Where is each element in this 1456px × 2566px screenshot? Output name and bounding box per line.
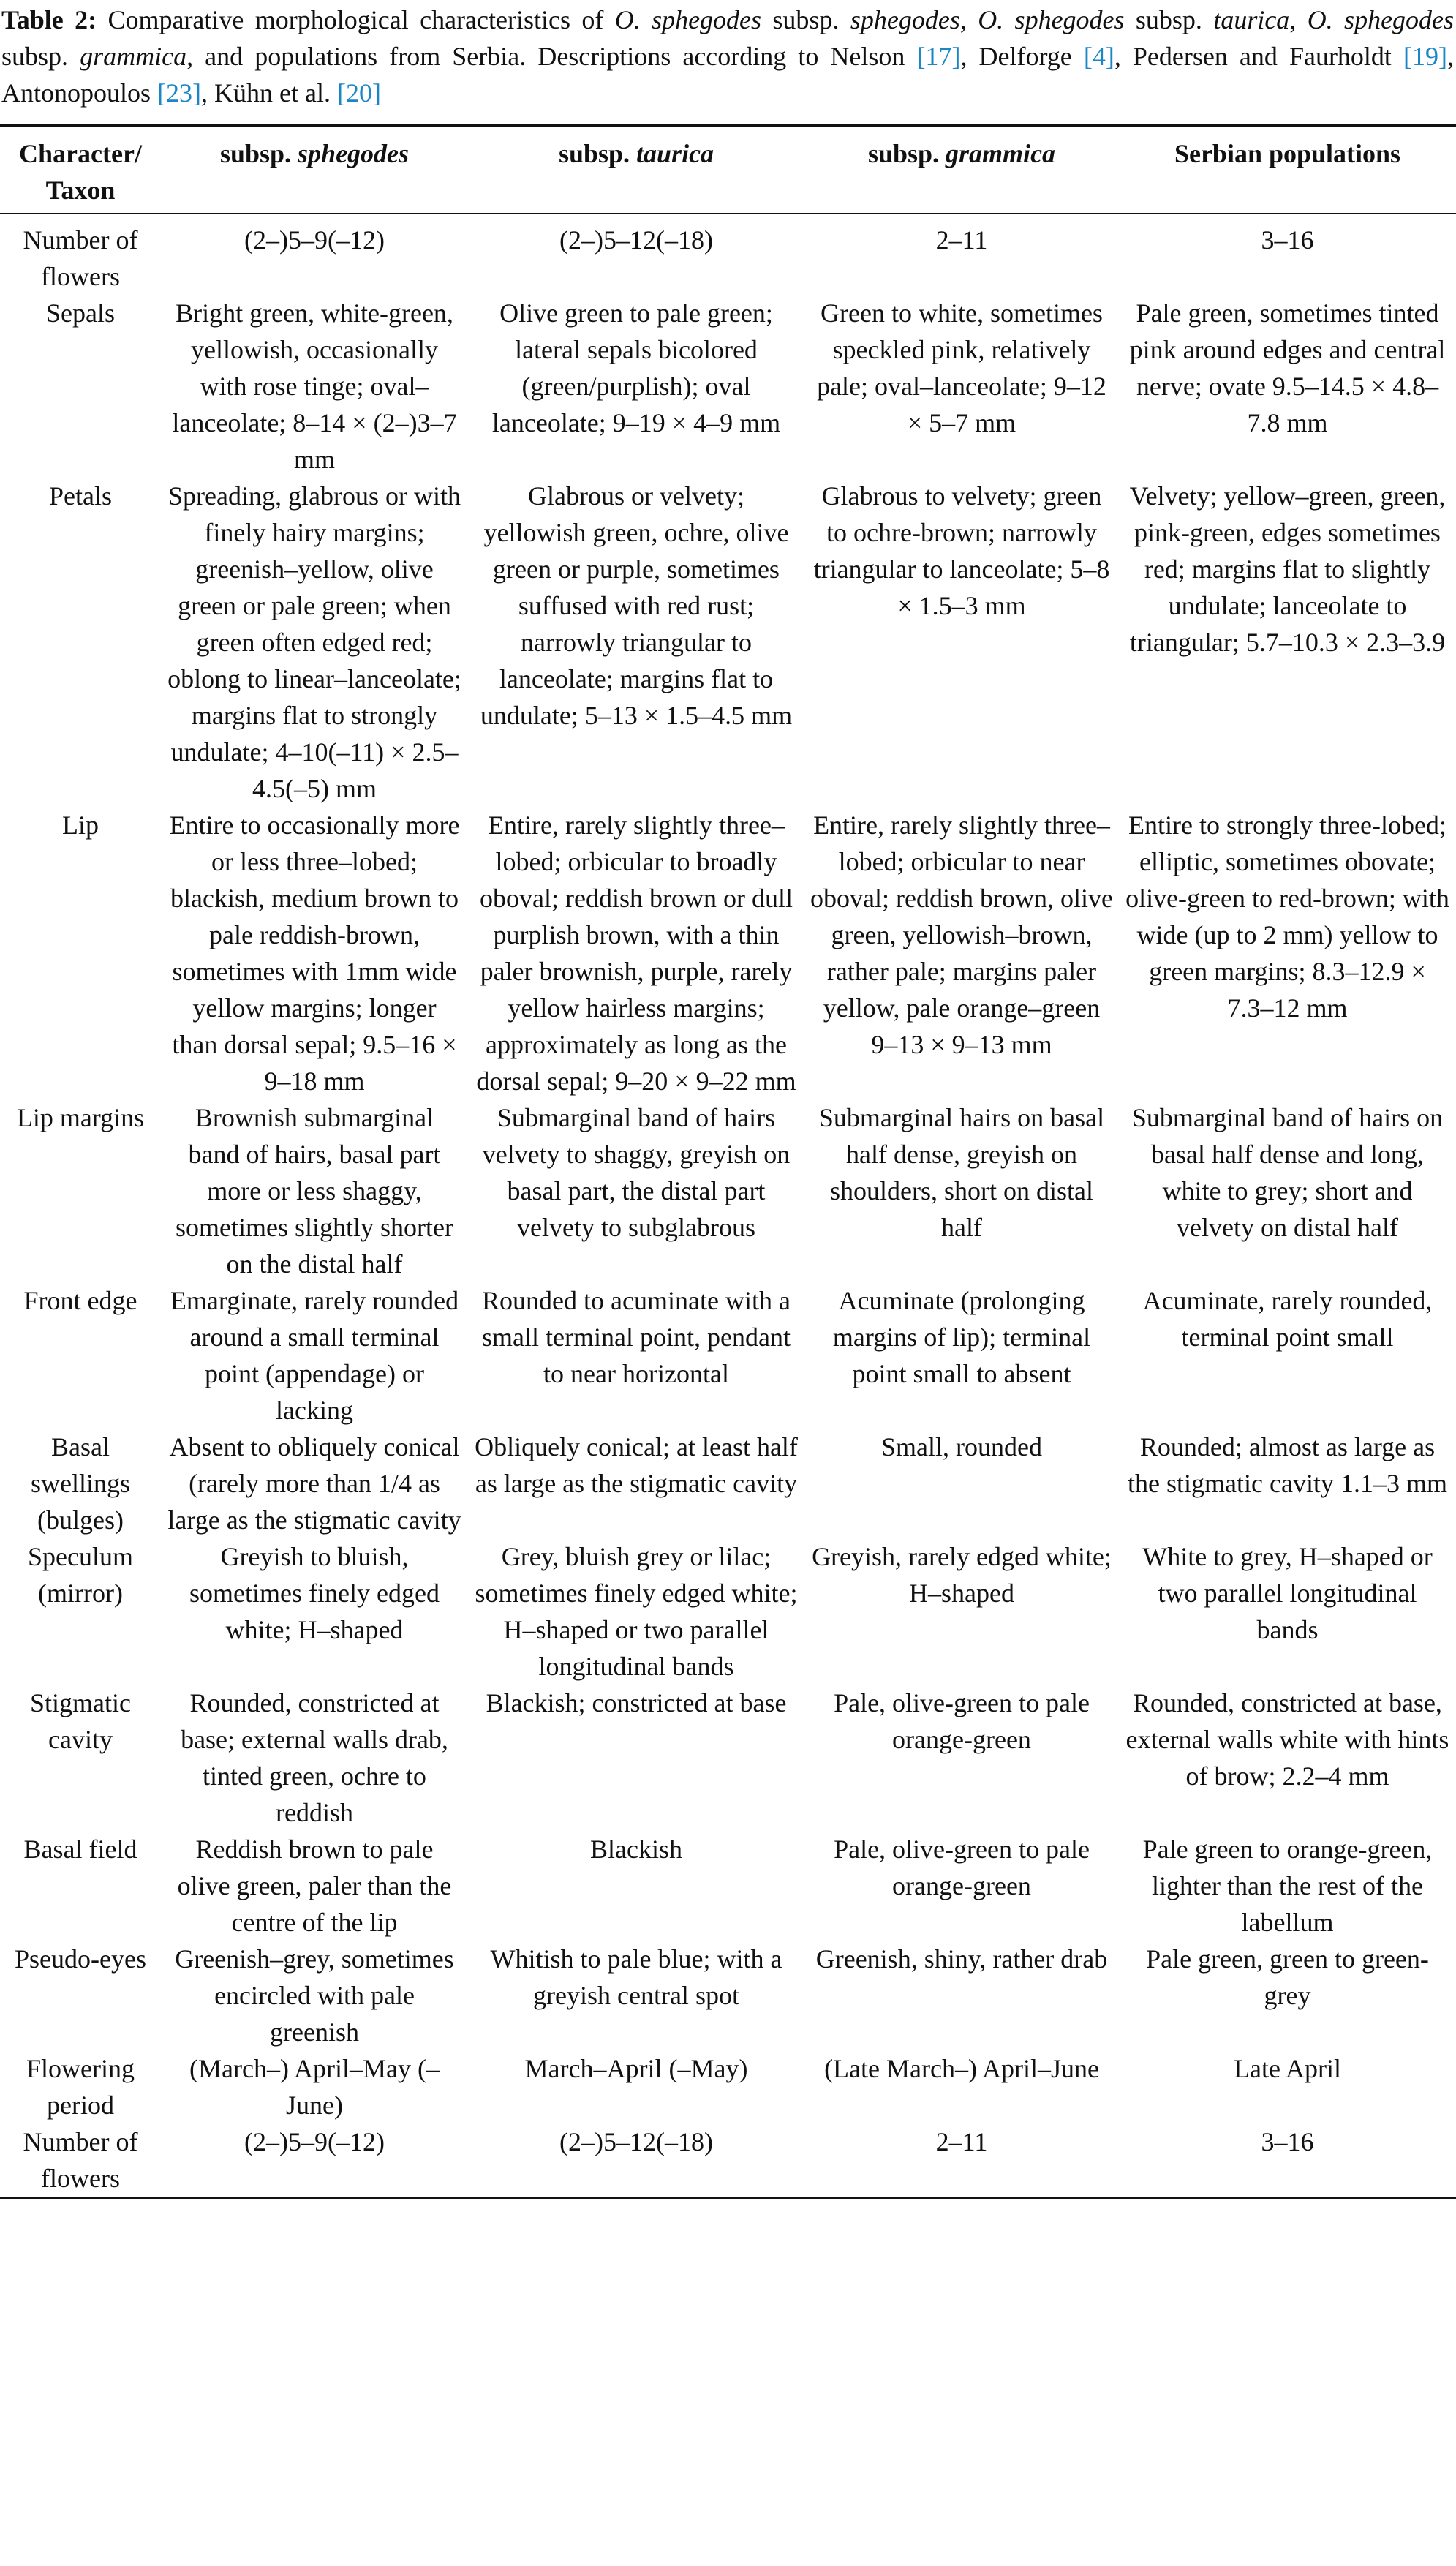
table-cell: Green to white, sometimes speckled pink, relatively pale; oval–lanceolate; 9–12 × 5–7 mm bbox=[817, 298, 1106, 437]
table-cell: Greyish, rarely edged white; H–shaped bbox=[812, 1542, 1112, 1608]
table-cell: (2–)5–12(–18) bbox=[468, 2123, 804, 2198]
table-caption bbox=[1, 1, 1454, 111]
row-character: Petals bbox=[49, 481, 112, 511]
table-cell: Pale, olive-green to pale orange-green bbox=[834, 1835, 1090, 1900]
caption-text: , Kühn et al. bbox=[201, 78, 331, 108]
table-cell: Olive green to pale green; lateral sepals bicolored (green/purplish); oval lanceolate; 9–19 × 4–9 mm bbox=[491, 298, 781, 437]
table-cell: Small, rounded bbox=[881, 1432, 1042, 1461]
table-cell: Submarginal hairs on basal half dense, greyish on shoulders, short on distal half bbox=[818, 1103, 1105, 1242]
table-cell: Submarginal band of hairs velvety to shaggy, greyish on basal part, the distal part velvety to subglabrous bbox=[482, 1103, 791, 1242]
table-row bbox=[0, 478, 1456, 807]
table-cell: Rounded; almost as large as the stigmatic cavity 1.1–3 mm bbox=[1128, 1432, 1447, 1498]
table-cell: Rounded, constricted at base, external walls white with hints of brow; 2.2–4 mm bbox=[1125, 1688, 1449, 1791]
header-grammica bbox=[804, 126, 1119, 214]
table-cell: Acuminate, rarely rounded, terminal point small bbox=[1142, 1286, 1433, 1352]
caption-taxon: sphegodes bbox=[850, 5, 960, 34]
table-cell: Emarginate, rarely rounded around a small terminal point (appendage) or lacking bbox=[170, 1286, 459, 1425]
table-cell: 3–16 bbox=[1261, 225, 1314, 255]
table-row bbox=[0, 1831, 1456, 1941]
table-cell: Submarginal band of hairs on basal half dense and long, white to grey; short and velvety on distal half bbox=[1131, 1103, 1444, 1242]
caption-text: Comparative morphological characteristics of bbox=[107, 5, 604, 34]
table-cell: Acuminate (prolonging margins of lip); terminal point small to absent bbox=[832, 1286, 1091, 1388]
table-header-row bbox=[0, 126, 1456, 214]
table-cell: Blackish bbox=[590, 1835, 682, 1864]
row-character: Front edge bbox=[23, 1286, 137, 1315]
row-character: Number of flowers bbox=[0, 2123, 161, 2198]
caption-taxon: O. sphegodes bbox=[614, 5, 762, 34]
table-cell: Reddish brown to pale olive green, paler than the centre of the lip bbox=[177, 1835, 452, 1937]
caption-taxon: O. sphegodes bbox=[978, 5, 1125, 34]
table-row bbox=[0, 1538, 1456, 1685]
table-cell: 2–11 bbox=[804, 2123, 1119, 2198]
row-character: Basal field bbox=[23, 1835, 137, 1864]
citation-link[interactable]: [17] bbox=[916, 42, 961, 71]
header-prefix: subsp. bbox=[558, 139, 630, 168]
caption-text: , Pedersen and Faurholdt bbox=[1114, 42, 1392, 71]
table-cell: Rounded to acuminate with a small terminal point, pendant to near horizontal bbox=[482, 1286, 791, 1388]
table-cell: Velvety; yellow–green, green, pink-green, edges sometimes red; margins flat to slightly undulate; lanceolate to triangular; 5.7–10.3 × 2.3–3.9 bbox=[1129, 481, 1446, 657]
caption-taxon: taurica bbox=[1213, 5, 1290, 34]
caption-text: , bbox=[959, 5, 967, 34]
table-cell: Entire to occasionally more or less three–lobed; blackish, medium brown to pale reddish-brown, sometimes with 1mm wide yellow margins; longer than dorsal sepal; 9.5–16 × 9–18 mm bbox=[169, 810, 460, 1096]
header-taurica bbox=[468, 126, 804, 214]
table-cell: Entire, rarely slightly three–lobed; orbicular to near oboval; reddish brown, olive green, yellowish–brown, rather pale; margins paler yellow, pale orange–green 9–13 × 9–13 mm bbox=[810, 810, 1113, 1059]
table-cell: Pale green, sometimes tinted pink around edges and central nerve; ovate 9.5–14.5 × 4.8–7.8 mm bbox=[1129, 298, 1446, 437]
row-character: Pseudo-eyes bbox=[15, 1944, 146, 1974]
row-character: Lip margins bbox=[16, 1103, 145, 1132]
table-cell: Brownish submarginal band of hairs, basal part more or less shaggy, sometimes slightly shorter on the distal half bbox=[176, 1103, 453, 1279]
row-character: Sepals bbox=[46, 298, 115, 328]
citation-link[interactable]: [23] bbox=[157, 78, 201, 108]
table-cell: (2–)5–9(–12) bbox=[161, 2123, 468, 2198]
citation-link[interactable]: [19] bbox=[1403, 42, 1447, 71]
table-row bbox=[0, 2050, 1456, 2123]
table-cell: (2–)5–9(–12) bbox=[244, 225, 385, 255]
table-cell: (2–)5–12(–18) bbox=[559, 225, 713, 255]
table-row bbox=[0, 807, 1456, 1099]
header-taxon: grammica bbox=[946, 139, 1056, 168]
caption-text: , Antonopoulos bbox=[1, 42, 1454, 108]
caption-taxon: O. sphegodes bbox=[1307, 5, 1455, 34]
table-row bbox=[0, 1941, 1456, 2050]
table-row bbox=[0, 1685, 1456, 1831]
header-serbian-populations: Serbian populations bbox=[1119, 126, 1456, 214]
caption-text: , and populations from Serbia. Descriptions according to Nelson bbox=[186, 42, 905, 71]
table-cell: Pale green to orange-green, lighter than the rest of the labellum bbox=[1142, 1835, 1433, 1937]
table-cell: Greyish to bluish, sometimes finely edged white; H–shaped bbox=[189, 1542, 440, 1644]
table-cell: (Late March–) April–June bbox=[824, 2054, 1099, 2083]
table-cell: Rounded, constricted at base; external walls drab, tinted green, ochre to reddish bbox=[181, 1688, 448, 1827]
caption-text: , bbox=[1289, 5, 1297, 34]
table-cell: Greenish–grey, sometimes encircled with pale greenish bbox=[175, 1944, 454, 2047]
header-character-taxon: Character/ Taxon bbox=[0, 126, 161, 214]
table-cell: Entire, rarely slightly three–lobed; orbicular to broadly oboval; reddish brown or dull purplish brown, with a thin paler brownish, purple, rarely yellow hairless margins; approximately as long as the dorsal sepal; 9–20 × 9–22 mm bbox=[476, 810, 796, 1096]
table-row bbox=[0, 214, 1456, 295]
citation-link[interactable]: [4] bbox=[1083, 42, 1114, 71]
morphology-table bbox=[0, 124, 1456, 2199]
header-sphegodes bbox=[161, 126, 468, 214]
table-row bbox=[0, 295, 1456, 478]
row-character: Speculum (mirror) bbox=[28, 1542, 133, 1608]
table-cell: Glabrous or velvety; yellowish green, ochre, olive green or purple, sometimes suffused with red rust; narrowly triangular to lanceolate; margins flat to undulate; 5–13 × 1.5–4.5 mm bbox=[480, 481, 793, 730]
table-row bbox=[0, 1282, 1456, 1429]
table-row bbox=[0, 1099, 1456, 1282]
row-character: Lip bbox=[62, 810, 99, 840]
table-cell: Greenish, shiny, rather drab bbox=[815, 1944, 1108, 1974]
header-prefix: subsp. bbox=[867, 139, 940, 168]
table-cell: Pale, olive-green to pale orange-green bbox=[834, 1688, 1090, 1754]
header-taxon: sphegodes bbox=[298, 139, 410, 168]
row-character: Stigmatic cavity bbox=[30, 1688, 131, 1754]
row-character: Number of flowers bbox=[23, 225, 138, 291]
caption-text: subsp. bbox=[772, 5, 840, 34]
table-body bbox=[0, 214, 1456, 2198]
table-cell: Grey, bluish grey or lilac; sometimes finely edged white; H–shaped or two parallel longitudinal bands bbox=[475, 1542, 798, 1681]
caption-text: , Delforge bbox=[960, 42, 1072, 71]
table-row bbox=[0, 1429, 1456, 1538]
table-cell: Whitish to pale blue; with a greyish central spot bbox=[490, 1944, 782, 2010]
table-cell: Bright green, white-green, yellowish, occasionally with rose tinge; oval–lanceolate; 8–14 × (2–)3–7 mm bbox=[172, 298, 457, 474]
table-cell: Pale green, green to green-grey bbox=[1146, 1944, 1429, 2010]
table-cell: Entire to strongly three-lobed; elliptic, sometimes obovate; olive-green to red-brown; with wide (up to 2 mm) yellow to green margins; 8.3–12.9 × 7.3–12 mm bbox=[1125, 810, 1449, 1023]
table-cell: Blackish; constricted at base bbox=[486, 1688, 787, 1717]
row-character: Flowering period bbox=[26, 2054, 135, 2120]
row-character: Basal swellings (bulges) bbox=[30, 1432, 130, 1535]
header-taxon: taurica bbox=[636, 139, 714, 168]
table-cell: Glabrous to velvety; green to ochre-brown; narrowly triangular to lanceolate; 5–8 × 1.5–3 mm bbox=[813, 481, 1110, 620]
table-cell: 3–16 bbox=[1119, 2123, 1456, 2198]
table-cell: Late April bbox=[1234, 2054, 1341, 2083]
citation-link[interactable]: [20] bbox=[336, 78, 381, 108]
caption-text: subsp. bbox=[1, 42, 69, 71]
table-cell: 2–11 bbox=[935, 225, 988, 255]
table-cell: (March–) April–May (–June) bbox=[189, 2054, 440, 2120]
caption-text: subsp. bbox=[1135, 5, 1202, 34]
table-cell: Spreading, glabrous or with finely hairy margins; greenish–yellow, olive green or pale green; when green often edged red; oblong to linear–lanceolate; margins flat to strongly undulate; 4–10(–11) × 2.5–4.5(–5) mm bbox=[167, 481, 461, 803]
table-cell: White to grey, H–shaped or two parallel longitudinal bands bbox=[1142, 1542, 1433, 1644]
table-cell: March–April (–May) bbox=[524, 2054, 748, 2083]
caption-taxon: grammica bbox=[80, 42, 187, 71]
header-prefix: subsp. bbox=[219, 139, 292, 168]
table-row bbox=[0, 2123, 1456, 2198]
table-cell: Absent to obliquely conical (rarely more than 1/4 as large as the stigmatic cavity bbox=[167, 1432, 461, 1535]
caption-label: Table 2: bbox=[1, 5, 97, 34]
table-cell: Obliquely conical; at least half as large as the stigmatic cavity bbox=[475, 1432, 798, 1498]
